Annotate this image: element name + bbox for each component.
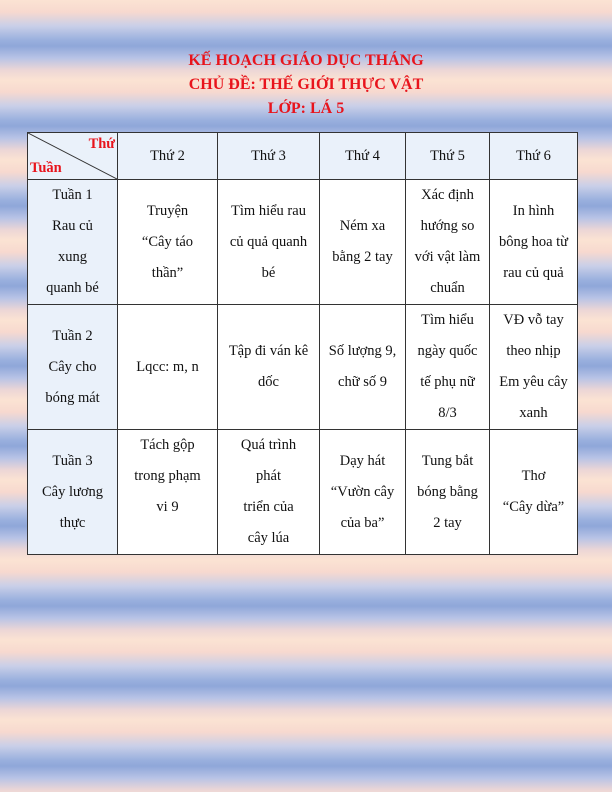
cell-line: Xác định bbox=[421, 187, 474, 203]
activity-cell bbox=[320, 180, 406, 305]
week-cell bbox=[28, 180, 118, 305]
cell-line: bằng 2 tay bbox=[332, 249, 393, 265]
week-line: Tuần 3 bbox=[52, 452, 93, 469]
cell-line: Tung bắt bbox=[421, 452, 474, 469]
cell-line: tế phụ nữ bbox=[420, 374, 475, 390]
plan-title: KẾ HOẠCH GIÁO DỤC THÁNG bbox=[188, 52, 424, 69]
class-title: LỚP: LÁ 5 bbox=[267, 100, 345, 117]
cell-line: Tìm hiểu rau bbox=[231, 202, 306, 219]
week-line: Cây lương bbox=[41, 483, 104, 500]
day-header: Thứ 6 bbox=[490, 133, 578, 180]
week-line: xung bbox=[58, 249, 87, 265]
cell-line: trong phạm bbox=[134, 468, 201, 484]
activity-cell bbox=[218, 305, 320, 430]
cell-line: Thơ bbox=[521, 468, 546, 484]
activity-cell bbox=[406, 180, 490, 305]
week-cell bbox=[28, 430, 118, 555]
activity-cell bbox=[218, 430, 320, 555]
cell-line: Lqcc: m, n bbox=[136, 358, 199, 375]
cell-line: VĐ vỗ tay bbox=[503, 312, 564, 328]
week-line: Tuần 2 bbox=[52, 327, 93, 344]
activity-cell bbox=[118, 305, 218, 430]
cell-line: Tách gộp bbox=[140, 437, 195, 453]
cell-line: 8/3 bbox=[438, 405, 457, 421]
day-header: Thứ 4 bbox=[320, 133, 406, 180]
cell-line: hướng so bbox=[420, 218, 475, 234]
cell-line: 2 tay bbox=[433, 514, 462, 531]
cell-line: của ba” bbox=[340, 514, 385, 531]
activity-cell bbox=[118, 430, 218, 555]
week-line: Tuần 1 bbox=[52, 187, 93, 203]
week-cell bbox=[28, 305, 118, 430]
activity-cell bbox=[320, 305, 406, 430]
cell-line: “Cây dừa” bbox=[502, 499, 565, 515]
cell-line: chữ số 9 bbox=[338, 374, 387, 390]
cell-line: bông hoa từ bbox=[498, 233, 569, 250]
week-line: Cây cho bbox=[48, 358, 97, 375]
day-header: Thứ 3 bbox=[218, 133, 320, 180]
cell-line: thần” bbox=[151, 264, 184, 281]
header-row bbox=[28, 133, 578, 180]
cell-line bbox=[119, 523, 216, 554]
cell-line: Số lượng 9, bbox=[328, 343, 397, 359]
cell-line: triển của bbox=[243, 499, 294, 515]
cell-line: vi 9 bbox=[156, 499, 179, 515]
cell-line: Ném xa bbox=[339, 218, 386, 234]
cell-line: In hình bbox=[512, 202, 555, 219]
cell-line: theo nhịp bbox=[506, 343, 561, 359]
cell-line: rau củ quả bbox=[503, 264, 564, 281]
day-header: Thứ 2 bbox=[118, 133, 218, 180]
activity-cell bbox=[490, 180, 578, 305]
cell-line: Tìm hiểu bbox=[421, 312, 474, 328]
cell-line: “Cây táo bbox=[141, 233, 194, 250]
cell-line: với vật làm bbox=[414, 249, 481, 265]
corner-week-label: Tuần bbox=[30, 160, 62, 176]
corner-cell bbox=[28, 133, 118, 180]
cell-line: chuẩn bbox=[430, 280, 465, 296]
activity-cell bbox=[490, 305, 578, 430]
cell-line: Em yêu cây bbox=[499, 374, 568, 390]
activity-cell bbox=[118, 180, 218, 305]
week-line: Rau củ bbox=[52, 218, 93, 234]
activity-cell bbox=[406, 430, 490, 555]
cell-line: bóng bằng bbox=[417, 483, 478, 500]
week-line: thực bbox=[59, 514, 86, 531]
cell-line: Dạy hát bbox=[339, 452, 386, 469]
week-line: bóng mát bbox=[45, 389, 100, 406]
cell-line: phát bbox=[256, 468, 281, 484]
cell-line: cây lúa bbox=[247, 530, 290, 546]
table-row bbox=[28, 305, 578, 430]
cell-line: dốc bbox=[258, 374, 279, 390]
activity-cell bbox=[218, 180, 320, 305]
activity-cell bbox=[406, 305, 490, 430]
cell-line: củ quả quanh bbox=[229, 233, 308, 250]
cell-line: Quá trình bbox=[240, 437, 297, 453]
activity-cell bbox=[320, 430, 406, 555]
lesson-plan-table bbox=[27, 132, 578, 555]
cell-line: bé bbox=[261, 264, 276, 281]
week-line: quanh bé bbox=[46, 280, 99, 296]
table-row bbox=[28, 180, 578, 305]
cell-line: ngày quốc bbox=[417, 343, 478, 359]
corner-day-label: Thứ bbox=[88, 136, 115, 152]
cell-line: xanh bbox=[519, 405, 548, 421]
day-header: Thứ 5 bbox=[406, 133, 490, 180]
activity-cell bbox=[490, 430, 578, 555]
cell-line: “Vườn cây bbox=[330, 483, 395, 500]
table-row bbox=[28, 430, 578, 555]
cell-line: Truyện bbox=[146, 202, 189, 219]
theme-title: CHỦ ĐỀ: THẾ GIỚI THỰC VẬT bbox=[188, 76, 424, 93]
cell-line: Tập đi ván kê bbox=[228, 343, 309, 359]
